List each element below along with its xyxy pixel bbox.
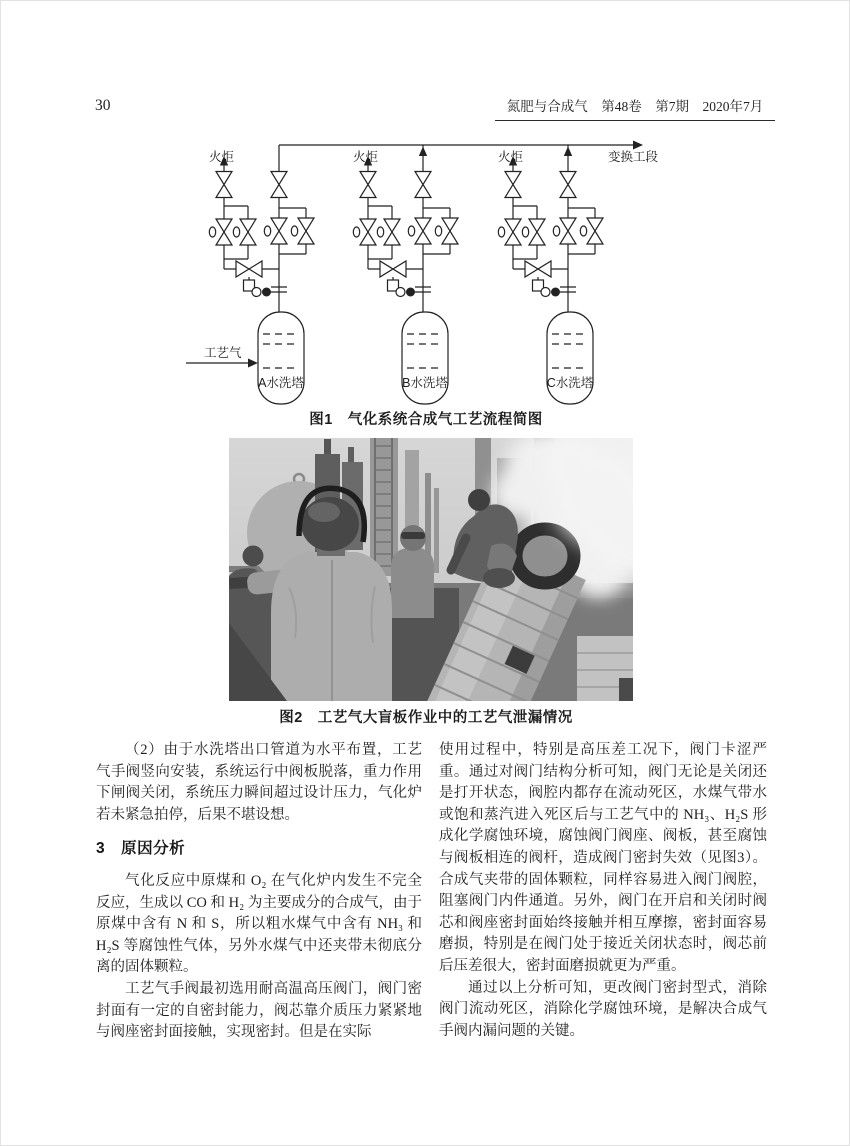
journal-header: 氮肥与合成气 第48卷 第7期 2020年7月 xyxy=(495,95,775,121)
figure2-photo xyxy=(229,438,633,701)
pfd-unit-a xyxy=(209,145,314,404)
flare-label-b: 火炬 xyxy=(353,150,379,164)
flare-label-c: 火炬 xyxy=(498,150,524,164)
paragraph-cause-2: 工艺气手阀最初选用耐高温高压阀门，阀门密封面有一定的自密封能力，阀芯靠介质压力紧紧地与阀座密封面接触，实现密封。但是在实际 xyxy=(96,980,422,1041)
flare-label-a: 火炬 xyxy=(209,150,235,164)
paragraph-water-tower: （2）由于水洗塔出口管道为水平布置，工艺气手阀竖向安装，系统运行中阀板脱落，重力作用下闸阀关闭，系统压力瞬间超过设计压力，气化炉若未紧急拍停，后果不堪设想。 xyxy=(96,742,422,823)
article-right-column xyxy=(439,740,767,1042)
shift-section-label: 变换工段 xyxy=(608,150,659,164)
tower-c-label: C水洗塔 xyxy=(546,376,594,390)
section3-heading: 3 原因分析 xyxy=(96,840,186,858)
page-number: 30 xyxy=(95,97,111,114)
paragraph-cause-2-continued: 使用过程中，特别是高压差工况下，阀门卡涩严重。通过对阀门结构分析可知，阀门无论是关闭还是打开状态，阀腔内都存在流动死区，水煤气带水或饱和蒸汽进入死区后与工艺气中的 NH₃、H₂S 形成化学腐蚀环境，腐蚀阀门阀座、阀板，甚至腐蚀与阀板相连的阀杆，造成阀门密封失效（见图3）。合成气夹带的固体颗粒，同样容易进入阀门阀腔，阻塞阀门内件通道。另外，阀门在开启和关闭时阀芯和阀座密封面始终接触并相互摩擦，密封面容易磨损，特别是在阀门处于接近关闭状态时，阀芯前后压差很大，密封面磨损就更为严重。 xyxy=(439,742,767,974)
figure1-caption: 图1 气化系统合成气工艺流程简图 xyxy=(309,412,543,428)
process-gas-label: 工艺气 xyxy=(204,346,242,360)
article-left-column xyxy=(96,740,422,1044)
pfd-unit-b xyxy=(353,145,458,404)
paragraph-conclusion: 通过以上分析可知，更改阀门密封型式，消除阀门流动死区，消除化学腐蚀环境，是解决合成气手阀内漏问题的关键。 xyxy=(439,979,767,1039)
figure1-process-flow-diagram xyxy=(171,136,671,426)
pipe-section-corner xyxy=(577,636,633,701)
tower-a-label: A水洗塔 xyxy=(258,376,304,390)
tower-b-label: B水洗塔 xyxy=(402,376,448,390)
leak-scene-illustration xyxy=(229,438,633,701)
pfd-unit-c xyxy=(498,145,603,404)
paragraph-cause-1: 气化反应中原煤和 O₂ 在气化炉内发生不完全反应，生成以 CO 和 H₂ 为主要成分的合成气，由于原煤中含有 N 和 S，所以粗水煤气中含有 NH₃ 和 H₂S 等腐蚀性气体，另外水煤气中还夹带未彻底分离的固体颗粒。 xyxy=(96,872,422,976)
figure2-caption: 图2 工艺气大盲板作业中的工艺气泄漏情况 xyxy=(279,710,573,726)
